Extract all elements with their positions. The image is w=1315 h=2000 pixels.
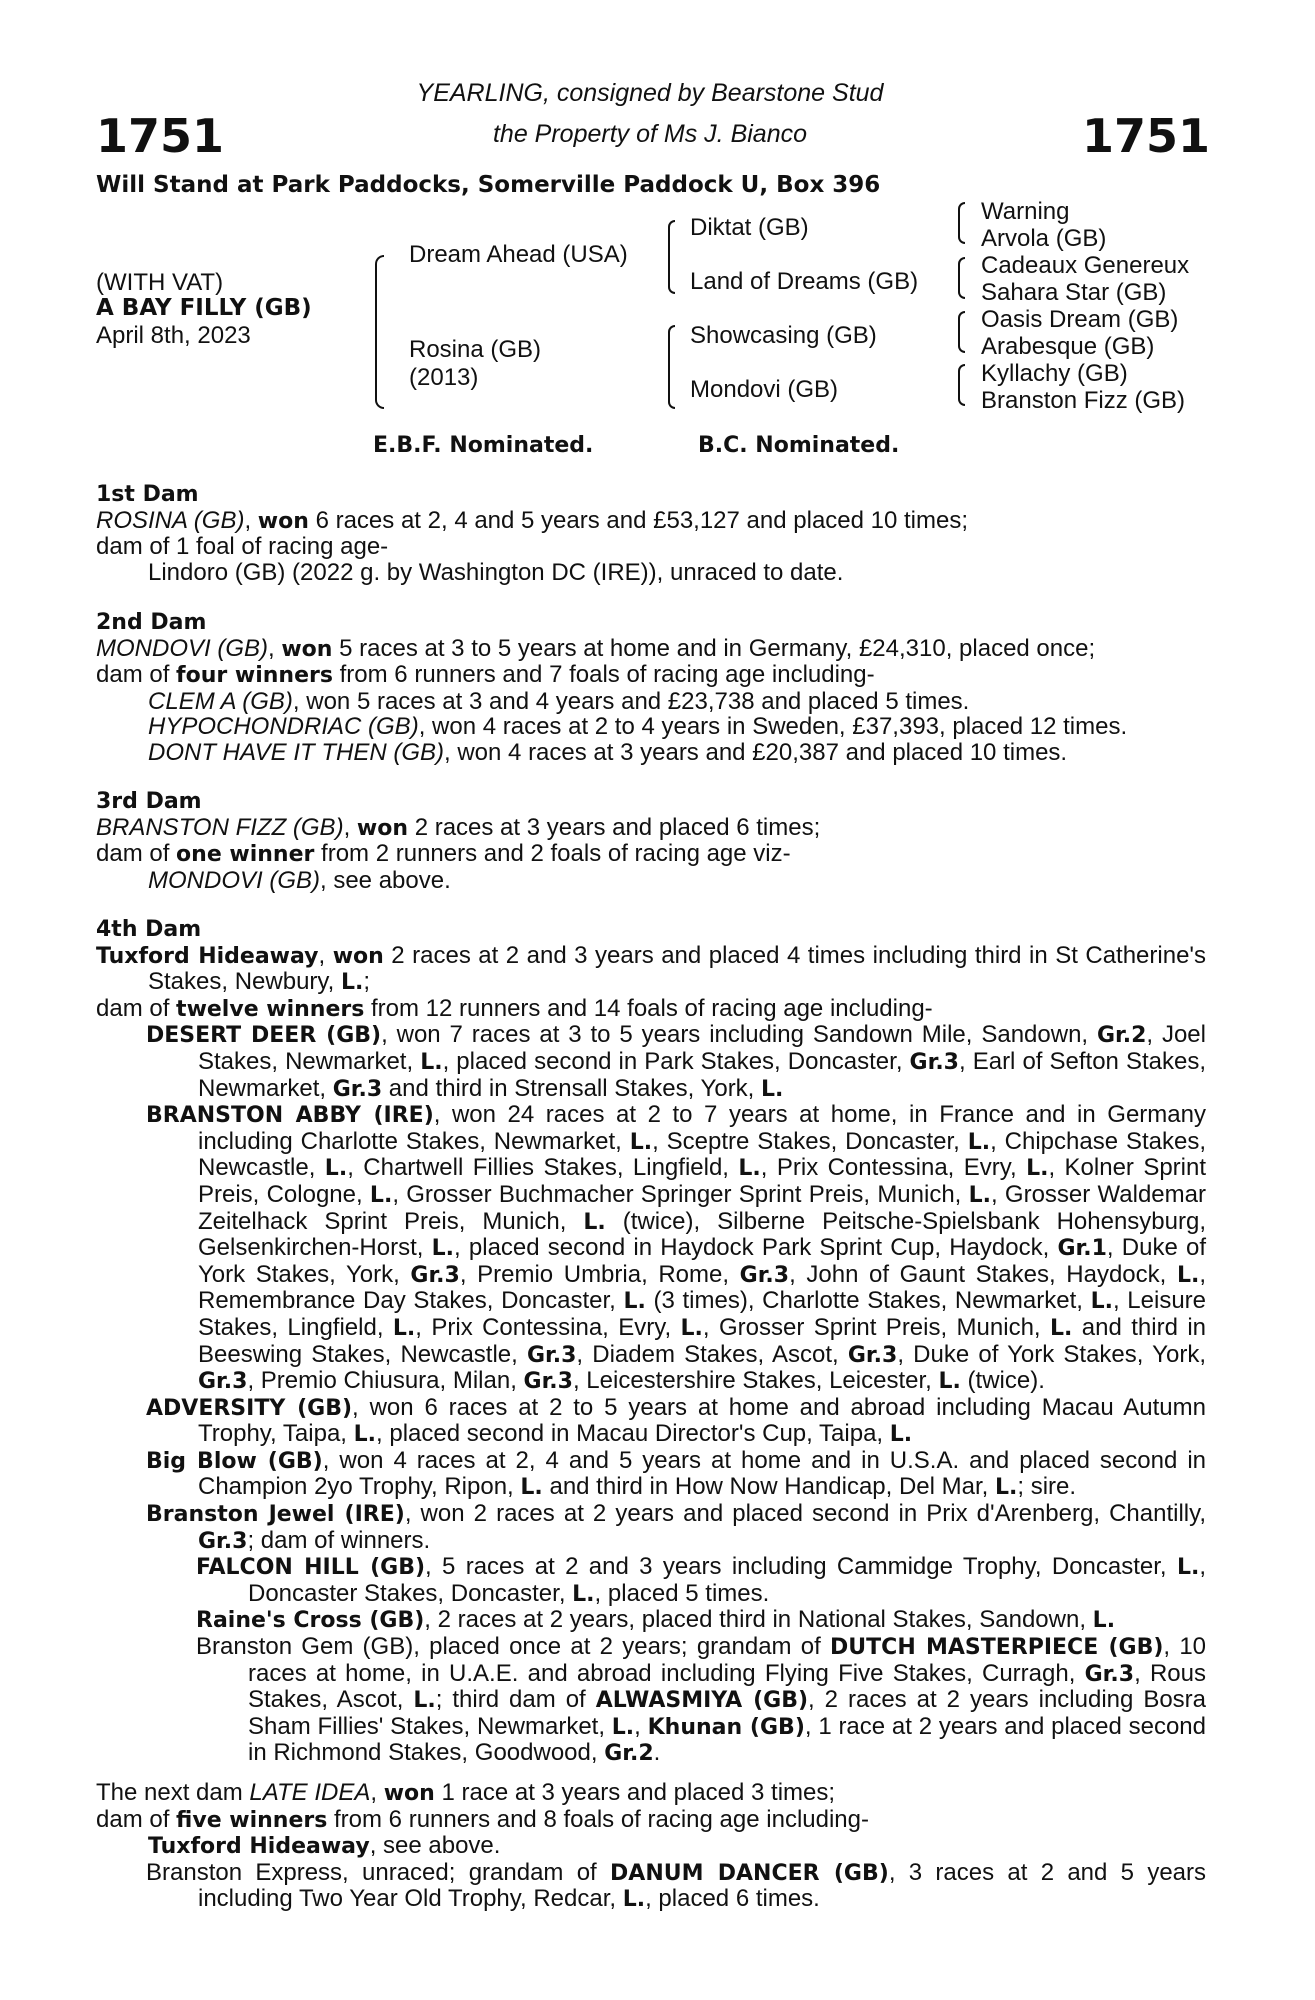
pedigree-gen2-3: Showcasing (GB) [690,322,877,349]
third-dam-winners: one winner [176,842,315,868]
second-dam-foal [96,689,1206,715]
next-dam-section [96,1780,1206,1913]
pedigree-brace-main [375,255,384,409]
first-dam-name: ROSINA (GB) [96,506,245,534]
third-dam-produce-a: dam of [96,840,177,868]
stand-location: Will Stand at Park Paddocks, Somerville Paddock U, Box 396 [96,172,881,198]
fourth-dam-produce-a: dam of [96,994,177,1022]
fourth-dam-name: Tuxford Hideaway [96,943,319,969]
pedigree-brace-sire [668,220,675,294]
lot-number-left: 1751 [96,109,225,163]
produce-entry-adversity: ADVERSITY (GB), won 6 races at 2 to 5 years at home and abroad including Macau Autumn Trophy, Taipa, L., placed second in Macau Director's Cup, Taipa, L. [146,1393,1206,1448]
fourth-dam-record-text: 2 races at 2 and 3 years and placed 4 times including third in St Catherine's Stakes, Newbury, [148,941,1207,996]
foal-text: , won 5 races at 3 and 4 years and £23,738 and placed 5 times. [292,687,970,715]
produce-entry-branston-abby: BRANSTON ABBY (IRE), won 24 races at 2 to 7 years at home, in France and in Germany including Charlotte Stakes, Newmarket, L., Sceptre Stakes, Doncaster, L., Chipchase Stakes, Newcastle, L., Chartwell Fillies Stakes, Lingfield, L., Prix Contessina, Evry, L., Kolner Sprint Preis, Cologne, L., Grosser Buchmacher Springer Sprint Preis, Munich, L., Grosser Waldemar Zeitelhack Sprint Preis, Munich, L. (twice), Silberne Peitsche-Spielsbank Hohensyburg, Gelsenkirchen-Horst, L., placed second in Haydock Park Sprint Cup, Haydock, Gr.1, Duke of York Stakes, York, Gr.3, Premio Umbria, Rome, Gr.3, John of Gaunt Stakes, Haydock, L., Remembrance Day Stakes, Doncaster, L. (3 times), Charlotte Stakes, Newmarket, L., Leisure Stakes, Lingfield, L., Prix Contessina, Evry, L., Grosser Sprint Preis, Munich, L. and third in Beeswing Stakes, Newcastle, Gr.3, Diadem Stakes, Ascot, Gr.3, Duke of York Stakes, York, Gr.3, Premio Chiusura, Milan, Gr.3, Leicestershire Stakes, Leicester, L. (twice). [146,1101,1207,1395]
foal-text: , won 4 races at 2 to 4 years in Sweden, £37,393, placed 12 times. [418,713,1128,741]
pedigree-gen3-7: Kyllachy (GB) [981,360,1128,387]
next-dam-produce-a: dam of [96,1805,177,1833]
second-dam-produce-line [96,662,1206,689]
second-dam-foal [96,740,1206,766]
pedigree-gen3-8: Branston Fizz (GB) [981,387,1186,414]
second-dam-record-text: 5 races at 3 to 5 years at home and in Germany, £24,310, placed once; [339,634,1096,662]
second-dam-produce-c: from 6 runners and 7 foals of racing age including- [332,661,875,689]
fourth-dam-record-end: ; [363,968,371,996]
produce-entry-raines-cross: Raine's Cross (GB), 2 races at 2 years, placed third in National Stakes, Sandown, L. [196,1606,1116,1634]
pedigree-gen3-4: Sahara Star (GB) [981,279,1167,306]
foal-text: , 3 races at 2 and 5 years including Two Year Old Trophy, Redcar, [198,1858,1207,1913]
next-dam-foal-tuxford [96,1833,1206,1860]
pedigree-gen3-2: Arvola (GB) [981,225,1107,252]
horse-name: A BAY FILLY (GB) [96,295,312,321]
first-dam-record-text: 6 races at 2, 4 and 5 years and £53,127 and placed 10 times; [315,506,969,534]
produce-entry-branston-gem: Branston Gem (GB), placed once at 2 years; grandam of DUTCH MASTERPIECE (GB), 10 races at home, in U.A.E. and abroad including Flying Five Stakes, Curragh, Gr.3, Rous Stakes, Ascot, L.; third dam of ALWASMIYA (GB), 2 races at 2 years including Bosra Sham Fillies' Stakes, Newmarket, L., Khunan (GB), 1 race at 2 years and placed second in Richmond Stakes, Goodwood, Gr.2. [196,1633,1207,1767]
foal-text: , see above. [320,866,451,894]
pedigree-gen3-3: Cadeaux Genereux [981,252,1190,279]
foal-name: DANUM DANCER (GB) [610,1860,889,1886]
second-dam-produce-a: dam of [96,661,177,689]
foal-name: CLEM A (GB) [148,687,293,715]
fourth-dam-winners: twelve winners [176,996,365,1022]
third-dam-produce-c: from 2 runners and 2 foals of racing age viz- [314,840,791,868]
third-dam-foal [96,868,1206,894]
property-line: the Property of Ms J. Bianco [492,120,808,148]
pedigree-brace-g3-3 [958,311,965,353]
foal-text: Branston Express, unraced; grandam of [146,1858,611,1886]
fourth-dam-heading: 4th Dam [96,917,202,942]
produce-entry-desert-deer: DESERT DEER (GB), won 7 races at 3 to 5 years including Sandown Mile, Sandown, Gr.2, Joel Stakes, Newmarket, L., placed second in Park Stakes, Doncaster, Gr.3, Earl of Sefton Stakes, Newmarket, Gr.3 and third in Strensall Stakes, York, L. [146,1021,1206,1102]
foal-name: MONDOVI (GB) [148,866,320,894]
next-dam-foal-branston-express [96,1860,1206,1913]
listed-mark: L. [622,1887,646,1913]
pedigree-gen2-1: Diktat (GB) [690,214,809,241]
foal-text: , placed 6 times. [645,1885,820,1913]
listed-mark: L. [340,970,364,996]
fourth-dam-won: won [332,943,384,969]
foaling-date: April 8th, 2023 [96,322,251,349]
first-dam-produce-line: dam of 1 foal of racing age- [96,533,389,561]
pedigree-gen3-5: Oasis Dream (GB) [981,306,1179,333]
bc-nomination: B.C. Nominated. [698,433,900,458]
pedigree-gen2-2: Land of Dreams (GB) [690,268,919,295]
third-dam-produce-line [96,841,1206,868]
foal-text: , won 4 races at 3 years and £20,387 and placed 10 times. [444,738,1068,766]
fourth-dam-record: Tuxford Hideaway, won 2 races at 2 and 3 years and placed 4 times including third in St Catherine's Stakes, Newbury, L.; [96,941,1207,996]
pedigree-brace-g3-1 [958,202,965,244]
second-dam-won: won [281,636,333,662]
next-dam-won: won [383,1781,435,1806]
foal-name: HYPOCHONDRIAC (GB) [148,713,419,741]
fourth-dam-produce-c: from 12 runners and 14 foals of racing age including- [364,994,933,1022]
pedigree-gen3-6: Arabesque (GB) [981,333,1155,360]
next-dam-produce-c: from 6 runners and 8 foals of racing age including- [327,1805,869,1833]
dam-name: Rosina (GB) [409,336,542,363]
second-dam-name: MONDOVI (GB) [96,634,268,662]
first-dam-heading: 1st Dam [96,482,199,507]
foal-name: Tuxford Hideaway [148,1834,370,1860]
next-dam-record-text: 1 race at 3 years and placed 3 times; [434,1779,836,1806]
produce-entry-branston-jewel: Branston Jewel (IRE), won 2 races at 2 years and placed second in Prix d'Arenberg, Chantilly, Gr.3; dam of winners. [146,1500,1206,1554]
next-dam-prefix: The next dam [96,1779,250,1806]
produce-entry-big-blow: Big Blow (GB), won 4 races at 2, 4 and 5 years at home and in U.S.A. and placed second in Champion 2yo Trophy, Ripon, L. and third in How Now Handicap, Del Mar, L.; sire. [146,1446,1207,1501]
second-dam-record: MONDOVI (GB), won 5 races at 3 to 5 years at home and in Germany, £24,310, placed once; [96,634,1096,662]
consignor-line: YEARLING, consigned by Bearstone Stud [416,79,884,107]
pedigree-brace-g3-2 [958,257,965,299]
second-dam-foal [96,714,1206,740]
foal-name: DONT HAVE IT THEN (GB) [148,738,445,766]
sire-name: Dream Ahead (USA) [409,241,628,268]
second-dam-winners: four winners [176,663,333,689]
vat-note: (WITH VAT) [96,269,224,296]
third-dam-won: won [356,815,409,841]
pedigree-gen2-4: Mondovi (GB) [690,376,839,403]
dam-year: (2013) [409,364,479,391]
pedigree-gen3-1: Warning [981,198,1070,225]
first-dam-foal: Lindoro (GB) (2022 g. by Washington DC (IRE)), unraced to date. [148,558,844,586]
third-dam-heading: 3rd Dam [96,789,202,814]
ebf-nomination: E.B.F. Nominated. [373,433,594,458]
first-dam-section [96,482,1206,585]
fourth-dam-produce-line [96,996,1206,1023]
next-dam-produce-line [96,1807,1206,1834]
produce-entry-falcon-hill: FALCON HILL (GB), 5 races at 2 and 3 years including Cammidge Trophy, Doncaster, L., Doncaster Stakes, Doncaster, L., placed 5 times. [196,1553,1206,1607]
third-dam-name: BRANSTON FIZZ (GB) [96,813,344,841]
pedigree-brace-dam [668,325,675,409]
next-dam-name: LATE IDEA [249,1779,371,1806]
pedigree-brace-g3-4 [958,364,965,406]
third-dam-record-text: 2 races at 3 years and placed 6 times; [414,813,821,841]
first-dam-won: won [257,508,309,534]
fourth-dam-section [96,917,1206,1767]
foal-text: , see above. [369,1832,501,1860]
lot-number-right: 1751 [1082,109,1211,163]
second-dam-section [96,610,1206,766]
third-dam-section [96,789,1206,893]
next-dam-winners: five winners [176,1807,328,1833]
second-dam-heading: 2nd Dam [96,610,207,635]
first-dam-record: ROSINA (GB), won 6 races at 2, 4 and 5 years and £53,127 and placed 10 times; [96,506,969,534]
third-dam-record: BRANSTON FIZZ (GB), won 2 races at 3 years and placed 6 times; [96,813,821,841]
next-dam-record: The next dam LATE IDEA, won 1 race at 3 years and placed 3 times; [96,1779,836,1806]
